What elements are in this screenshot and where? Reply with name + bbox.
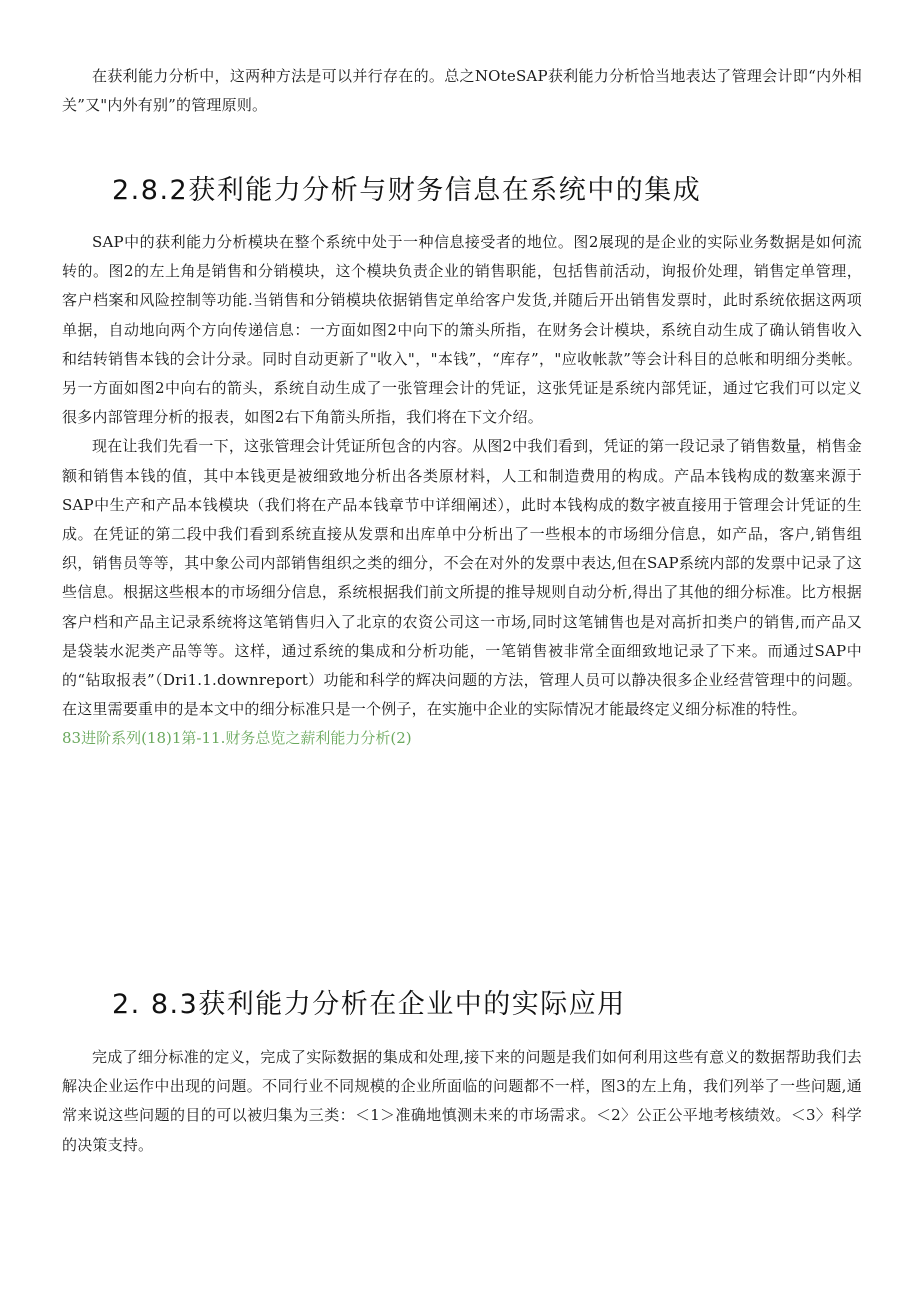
section-heading-2-8-3: 2. 8.3获利能力分析在企业中的实际应用 (112, 989, 626, 1020)
intro-block (62, 62, 862, 120)
related-article-link[interactable]: 83进阶系列(18)1第-11.财务总览之薪利能力分析(2) (62, 729, 412, 748)
section-heading-2-8-2: 2.8.2获利能力分析与财务信息在系统中的集成 (112, 175, 702, 206)
section-2-8-2-body (62, 228, 862, 754)
body-paragraph: 完成了细分标准的定义，完成了实际数据的集成和处理,接下来的问题是我们如何利用这些有意义的数据帮助我们去解决企业运作中出现的问題。不同行业不同规模的企业所面临的问题都不一样，图3的左上角，我们列举了一些问题,通常来说这些问题的目的可以被归集为三类：＜1＞准确地慎测未来的市场需求。＜2〉公正公平地考核绩效。＜3〉科学的决策支持。 (62, 1048, 862, 1154)
body-paragraph: SAP中的获利能力分析模块在整个系统中处于一种信息接受者的地位。图2展现的是企业的实际业务数据是如何流转的。图2的左上角是销售和分销模块，这个模块负责企业的销售职能，包括售前活动，询报价处理，销售定单管理，客户档案和风险控制等功能.当销售和分销模块依据销售定单给客户发货,并随后开出销售发票时，此时系统依据这两项单据，自动地向两个方向传递信息：一方面如图2中向下的箫头所指，在财务会计模块，系统自动生成了确认销售收入和结转销售本钱的会计分录。同时自动更新了"收入"，"本钱”，“库存”，"应收帐款”等会计科目的总帐和明细分类帐。另一方面如图2中向右的箭头，系统自动生成了一张管理会计的凭证，这张凭证是系统内部凭证，通过它我们可以定义很多内部管理分析的报表，如图2右下角箭头所指，我们将在下文介绍。 (62, 233, 862, 427)
section-2-8-3-body (62, 1043, 862, 1160)
intro-paragraph: 在获利能力分析中，这两种方法是可以并行存在的。总之NOteSAP获利能力分析恰当地表达了管理会计即“内外相关”又"内外有别”的管理原则。 (62, 67, 862, 115)
body-paragraph: 现在让我们先看一下，这张管理会计凭证所包含的内容。从图2中我们看到，凭证的第一段记录了销售数量，梢售金额和销售本钱的值，其中本钱更是被细致地分析出各类原材料，人工和制造费用的构成。产品本钱构成的数塞来源于SAP中生产和产品本钱模块（我们将在产品本钱章节中详细阐述），此时本钱构成的数字被直接用于管理会计凭证的生成。在凭证的第二段中我们看到系统直接从发票和出库单中分析出了一些根本的市场细分信息，如产品，客户,销售组织，销售员等等，其中象公司内部销售组织之类的细分，不会在对外的发票中表达,但在SAP系统内部的发票中记录了这些信息。根据这些根本的市场细分信息，系统根据我们前文所提的推导规则自动分析,得出了其他的细分标准。比方根据客户档和产品主记录系统将这笔销售归入了北京的农资公司这一市场,同时这笔铺售也是对高折扣类户的销售,而产品又是袋装水泥类产品等等。这样，通过系统的集成和分析功能，一笔销售被非常全面细致地记录了下来。而通过SAP中的“钻取报表”（Dri1.1.downreport）功能和科学的辉决问题的方法，管理人员可以静决很多企业经营管理中的问题。在这里需要重申的是本文中的细分标准只是一个例子，在实施中企业的实际情况才能最终定义细分标准的特性。 (62, 437, 862, 719)
